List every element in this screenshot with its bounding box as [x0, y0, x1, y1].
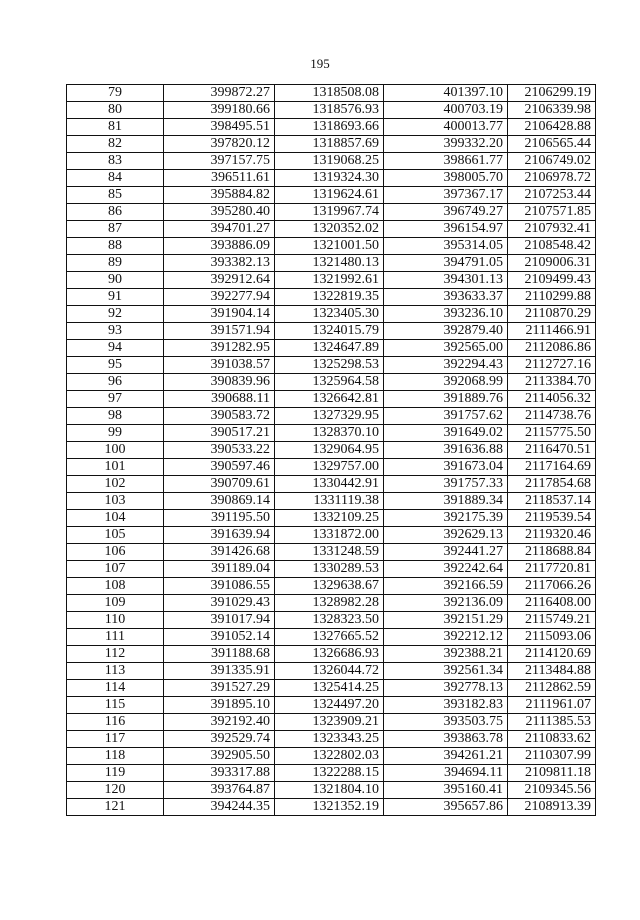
x1-cell: 391527.29	[164, 680, 275, 697]
y2-cell: 2112727.16	[508, 357, 596, 374]
y2-cell: 2111961.07	[508, 697, 596, 714]
y1-cell: 1326044.72	[275, 663, 384, 680]
x2-cell: 392441.27	[384, 544, 508, 561]
x2-cell: 400013.77	[384, 119, 508, 136]
x1-cell: 392529.74	[164, 731, 275, 748]
x1-cell: 390839.96	[164, 374, 275, 391]
x1-cell: 396511.61	[164, 170, 275, 187]
y2-cell: 2117066.26	[508, 578, 596, 595]
x1-cell: 391639.94	[164, 527, 275, 544]
y1-cell: 1324647.89	[275, 340, 384, 357]
y2-cell: 2109006.31	[508, 255, 596, 272]
point-number-cell: 118	[67, 748, 164, 765]
y1-cell: 1328323.50	[275, 612, 384, 629]
y1-cell: 1330289.53	[275, 561, 384, 578]
y2-cell: 2108548.42	[508, 238, 596, 255]
y2-cell: 2106978.72	[508, 170, 596, 187]
x2-cell: 391649.02	[384, 425, 508, 442]
x2-cell: 398005.70	[384, 170, 508, 187]
x1-cell: 397820.12	[164, 136, 275, 153]
point-number-cell: 103	[67, 493, 164, 510]
y2-cell: 2113384.70	[508, 374, 596, 391]
y2-cell: 2112862.59	[508, 680, 596, 697]
x2-cell: 392242.64	[384, 561, 508, 578]
y2-cell: 2117164.69	[508, 459, 596, 476]
point-number-cell: 114	[67, 680, 164, 697]
y1-cell: 1324497.20	[275, 697, 384, 714]
y2-cell: 2113484.88	[508, 663, 596, 680]
point-number-cell: 85	[67, 187, 164, 204]
x2-cell: 400703.19	[384, 102, 508, 119]
y1-cell: 1321480.13	[275, 255, 384, 272]
x2-cell: 392879.40	[384, 323, 508, 340]
point-number-cell: 112	[67, 646, 164, 663]
table-row	[67, 544, 596, 561]
point-number-cell: 104	[67, 510, 164, 527]
y2-cell: 2106339.98	[508, 102, 596, 119]
x1-cell: 392905.50	[164, 748, 275, 765]
x1-cell: 390869.14	[164, 493, 275, 510]
x1-cell: 393764.87	[164, 782, 275, 799]
y1-cell: 1331119.38	[275, 493, 384, 510]
x2-cell: 391889.34	[384, 493, 508, 510]
point-number-cell: 113	[67, 663, 164, 680]
point-number-cell: 108	[67, 578, 164, 595]
point-number-cell: 100	[67, 442, 164, 459]
x1-cell: 399872.27	[164, 85, 275, 102]
y2-cell: 2106299.19	[508, 85, 596, 102]
y1-cell: 1318508.08	[275, 85, 384, 102]
x1-cell: 391188.68	[164, 646, 275, 663]
y2-cell: 2111466.91	[508, 323, 596, 340]
table-row	[67, 476, 596, 493]
y1-cell: 1327665.52	[275, 629, 384, 646]
y2-cell: 2107253.44	[508, 187, 596, 204]
y1-cell: 1322288.15	[275, 765, 384, 782]
y2-cell: 2117720.81	[508, 561, 596, 578]
point-number-cell: 119	[67, 765, 164, 782]
y2-cell: 2118688.84	[508, 544, 596, 561]
table-row	[67, 85, 596, 102]
x2-cell: 393236.10	[384, 306, 508, 323]
point-number-cell: 120	[67, 782, 164, 799]
table-row	[67, 255, 596, 272]
point-number-cell: 115	[67, 697, 164, 714]
x2-cell: 393863.78	[384, 731, 508, 748]
x2-cell: 394301.13	[384, 272, 508, 289]
x2-cell: 391636.88	[384, 442, 508, 459]
x1-cell: 393886.09	[164, 238, 275, 255]
x2-cell: 392166.59	[384, 578, 508, 595]
table-row	[67, 459, 596, 476]
table-row	[67, 527, 596, 544]
coordinates-table-body	[67, 85, 596, 816]
table-row	[67, 102, 596, 119]
x1-cell: 394701.27	[164, 221, 275, 238]
point-number-cell: 117	[67, 731, 164, 748]
table-row	[67, 204, 596, 221]
point-number-cell: 96	[67, 374, 164, 391]
y2-cell: 2109811.18	[508, 765, 596, 782]
y1-cell: 1319324.30	[275, 170, 384, 187]
y1-cell: 1325414.25	[275, 680, 384, 697]
table-row	[67, 408, 596, 425]
y2-cell: 2118537.14	[508, 493, 596, 510]
y2-cell: 2114120.69	[508, 646, 596, 663]
table-row	[67, 187, 596, 204]
y1-cell: 1321352.19	[275, 799, 384, 816]
x2-cell: 393633.37	[384, 289, 508, 306]
x1-cell: 391282.95	[164, 340, 275, 357]
point-number-cell: 109	[67, 595, 164, 612]
y1-cell: 1318576.93	[275, 102, 384, 119]
x1-cell: 398495.51	[164, 119, 275, 136]
x2-cell: 392388.21	[384, 646, 508, 663]
x2-cell: 392212.12	[384, 629, 508, 646]
table-row	[67, 323, 596, 340]
x2-cell: 398661.77	[384, 153, 508, 170]
y1-cell: 1320352.02	[275, 221, 384, 238]
y1-cell: 1326642.81	[275, 391, 384, 408]
y1-cell: 1326686.93	[275, 646, 384, 663]
y1-cell: 1330442.91	[275, 476, 384, 493]
point-number-cell: 89	[67, 255, 164, 272]
y2-cell: 2110307.99	[508, 748, 596, 765]
table-row	[67, 765, 596, 782]
point-number-cell: 99	[67, 425, 164, 442]
y2-cell: 2114056.32	[508, 391, 596, 408]
y2-cell: 2109499.43	[508, 272, 596, 289]
y1-cell: 1322819.35	[275, 289, 384, 306]
y2-cell: 2116408.00	[508, 595, 596, 612]
table-row	[67, 425, 596, 442]
point-number-cell: 110	[67, 612, 164, 629]
table-row	[67, 561, 596, 578]
y2-cell: 2109345.56	[508, 782, 596, 799]
x2-cell: 396154.97	[384, 221, 508, 238]
point-number-cell: 83	[67, 153, 164, 170]
y1-cell: 1325298.53	[275, 357, 384, 374]
x1-cell: 395280.40	[164, 204, 275, 221]
point-number-cell: 80	[67, 102, 164, 119]
table-row	[67, 714, 596, 731]
x1-cell: 397157.75	[164, 153, 275, 170]
point-number-cell: 121	[67, 799, 164, 816]
point-number-cell: 84	[67, 170, 164, 187]
x2-cell: 396749.27	[384, 204, 508, 221]
x2-cell: 394791.05	[384, 255, 508, 272]
x1-cell: 391038.57	[164, 357, 275, 374]
point-number-cell: 88	[67, 238, 164, 255]
table-row	[67, 697, 596, 714]
y1-cell: 1323909.21	[275, 714, 384, 731]
x2-cell: 391757.62	[384, 408, 508, 425]
table-row	[67, 799, 596, 816]
y2-cell: 2107571.85	[508, 204, 596, 221]
x1-cell: 392192.40	[164, 714, 275, 731]
y1-cell: 1325964.58	[275, 374, 384, 391]
coordinates-table	[66, 84, 596, 816]
point-number-cell: 79	[67, 85, 164, 102]
point-number-cell: 97	[67, 391, 164, 408]
table-row	[67, 646, 596, 663]
x1-cell: 391195.50	[164, 510, 275, 527]
point-number-cell: 92	[67, 306, 164, 323]
x1-cell: 390688.11	[164, 391, 275, 408]
x2-cell: 392561.34	[384, 663, 508, 680]
y2-cell: 2115093.06	[508, 629, 596, 646]
x1-cell: 391895.10	[164, 697, 275, 714]
x1-cell: 391904.14	[164, 306, 275, 323]
y1-cell: 1328982.28	[275, 595, 384, 612]
x1-cell: 391086.55	[164, 578, 275, 595]
y1-cell: 1331872.00	[275, 527, 384, 544]
y2-cell: 2110299.88	[508, 289, 596, 306]
y1-cell: 1321992.61	[275, 272, 384, 289]
y1-cell: 1332109.25	[275, 510, 384, 527]
point-number-cell: 111	[67, 629, 164, 646]
x2-cell: 392175.39	[384, 510, 508, 527]
x1-cell: 390533.22	[164, 442, 275, 459]
table-row	[67, 663, 596, 680]
x2-cell: 392136.09	[384, 595, 508, 612]
x2-cell: 395314.05	[384, 238, 508, 255]
table-row	[67, 153, 596, 170]
x2-cell: 391889.76	[384, 391, 508, 408]
x2-cell: 399332.20	[384, 136, 508, 153]
y2-cell: 2110870.29	[508, 306, 596, 323]
table-row	[67, 731, 596, 748]
x1-cell: 390709.61	[164, 476, 275, 493]
table-row	[67, 136, 596, 153]
table-row	[67, 629, 596, 646]
y2-cell: 2119320.46	[508, 527, 596, 544]
point-number-cell: 94	[67, 340, 164, 357]
x1-cell: 392912.64	[164, 272, 275, 289]
point-number-cell: 87	[67, 221, 164, 238]
table-row	[67, 442, 596, 459]
table-row	[67, 510, 596, 527]
x1-cell: 390517.21	[164, 425, 275, 442]
x1-cell: 391017.94	[164, 612, 275, 629]
y1-cell: 1323405.30	[275, 306, 384, 323]
table-row	[67, 782, 596, 799]
page-number: 195	[310, 56, 330, 71]
y2-cell: 2106749.02	[508, 153, 596, 170]
point-number-cell: 107	[67, 561, 164, 578]
table-row	[67, 748, 596, 765]
table-row	[67, 612, 596, 629]
x2-cell: 401397.10	[384, 85, 508, 102]
x2-cell: 392151.29	[384, 612, 508, 629]
y2-cell: 2111385.53	[508, 714, 596, 731]
x1-cell: 395884.82	[164, 187, 275, 204]
y1-cell: 1319068.25	[275, 153, 384, 170]
y1-cell: 1331248.59	[275, 544, 384, 561]
table-row	[67, 221, 596, 238]
x2-cell: 394261.21	[384, 748, 508, 765]
y2-cell: 2115775.50	[508, 425, 596, 442]
y2-cell: 2112086.86	[508, 340, 596, 357]
x2-cell: 395657.86	[384, 799, 508, 816]
y1-cell: 1318693.66	[275, 119, 384, 136]
table-row	[67, 306, 596, 323]
x2-cell: 395160.41	[384, 782, 508, 799]
point-number-cell: 102	[67, 476, 164, 493]
point-number-cell: 90	[67, 272, 164, 289]
point-number-cell: 86	[67, 204, 164, 221]
x2-cell: 392294.43	[384, 357, 508, 374]
table-row	[67, 680, 596, 697]
x1-cell: 390597.46	[164, 459, 275, 476]
x1-cell: 390583.72	[164, 408, 275, 425]
y1-cell: 1322802.03	[275, 748, 384, 765]
x1-cell: 391335.91	[164, 663, 275, 680]
y1-cell: 1318857.69	[275, 136, 384, 153]
table-row	[67, 595, 596, 612]
table-row	[67, 170, 596, 187]
x2-cell: 392778.13	[384, 680, 508, 697]
table-row	[67, 340, 596, 357]
y2-cell: 2106565.44	[508, 136, 596, 153]
x1-cell: 391189.04	[164, 561, 275, 578]
point-number-cell: 105	[67, 527, 164, 544]
x2-cell: 391757.33	[384, 476, 508, 493]
table-row	[67, 493, 596, 510]
y2-cell: 2110833.62	[508, 731, 596, 748]
point-number-cell: 101	[67, 459, 164, 476]
y1-cell: 1321001.50	[275, 238, 384, 255]
x1-cell: 391571.94	[164, 323, 275, 340]
point-number-cell: 106	[67, 544, 164, 561]
y1-cell: 1324015.79	[275, 323, 384, 340]
x1-cell: 391426.68	[164, 544, 275, 561]
point-number-cell: 91	[67, 289, 164, 306]
x2-cell: 392068.99	[384, 374, 508, 391]
point-number-cell: 98	[67, 408, 164, 425]
table-row	[67, 357, 596, 374]
y2-cell: 2115749.21	[508, 612, 596, 629]
point-number-cell: 116	[67, 714, 164, 731]
x1-cell: 399180.66	[164, 102, 275, 119]
x1-cell: 391029.43	[164, 595, 275, 612]
table-row	[67, 391, 596, 408]
x2-cell: 393182.83	[384, 697, 508, 714]
y1-cell: 1319967.74	[275, 204, 384, 221]
y2-cell: 2108913.39	[508, 799, 596, 816]
y2-cell: 2117854.68	[508, 476, 596, 493]
y1-cell: 1328370.10	[275, 425, 384, 442]
x1-cell: 394244.35	[164, 799, 275, 816]
y1-cell: 1323343.25	[275, 731, 384, 748]
x2-cell: 394694.11	[384, 765, 508, 782]
y1-cell: 1329064.95	[275, 442, 384, 459]
x2-cell: 397367.17	[384, 187, 508, 204]
table-row	[67, 374, 596, 391]
y2-cell: 2106428.88	[508, 119, 596, 136]
point-number-cell: 81	[67, 119, 164, 136]
x2-cell: 392629.13	[384, 527, 508, 544]
y1-cell: 1321804.10	[275, 782, 384, 799]
table-row	[67, 272, 596, 289]
y1-cell: 1329757.00	[275, 459, 384, 476]
x1-cell: 392277.94	[164, 289, 275, 306]
table-row	[67, 289, 596, 306]
x2-cell: 392565.00	[384, 340, 508, 357]
point-number-cell: 95	[67, 357, 164, 374]
point-number-cell: 93	[67, 323, 164, 340]
x1-cell: 393382.13	[164, 255, 275, 272]
y1-cell: 1319624.61	[275, 187, 384, 204]
table-row	[67, 238, 596, 255]
x1-cell: 393317.88	[164, 765, 275, 782]
y2-cell: 2107932.41	[508, 221, 596, 238]
x1-cell: 391052.14	[164, 629, 275, 646]
table-row	[67, 119, 596, 136]
y1-cell: 1329638.67	[275, 578, 384, 595]
y1-cell: 1327329.95	[275, 408, 384, 425]
x2-cell: 393503.75	[384, 714, 508, 731]
y2-cell: 2116470.51	[508, 442, 596, 459]
y2-cell: 2119539.54	[508, 510, 596, 527]
table-row	[67, 578, 596, 595]
y2-cell: 2114738.76	[508, 408, 596, 425]
point-number-cell: 82	[67, 136, 164, 153]
x2-cell: 391673.04	[384, 459, 508, 476]
